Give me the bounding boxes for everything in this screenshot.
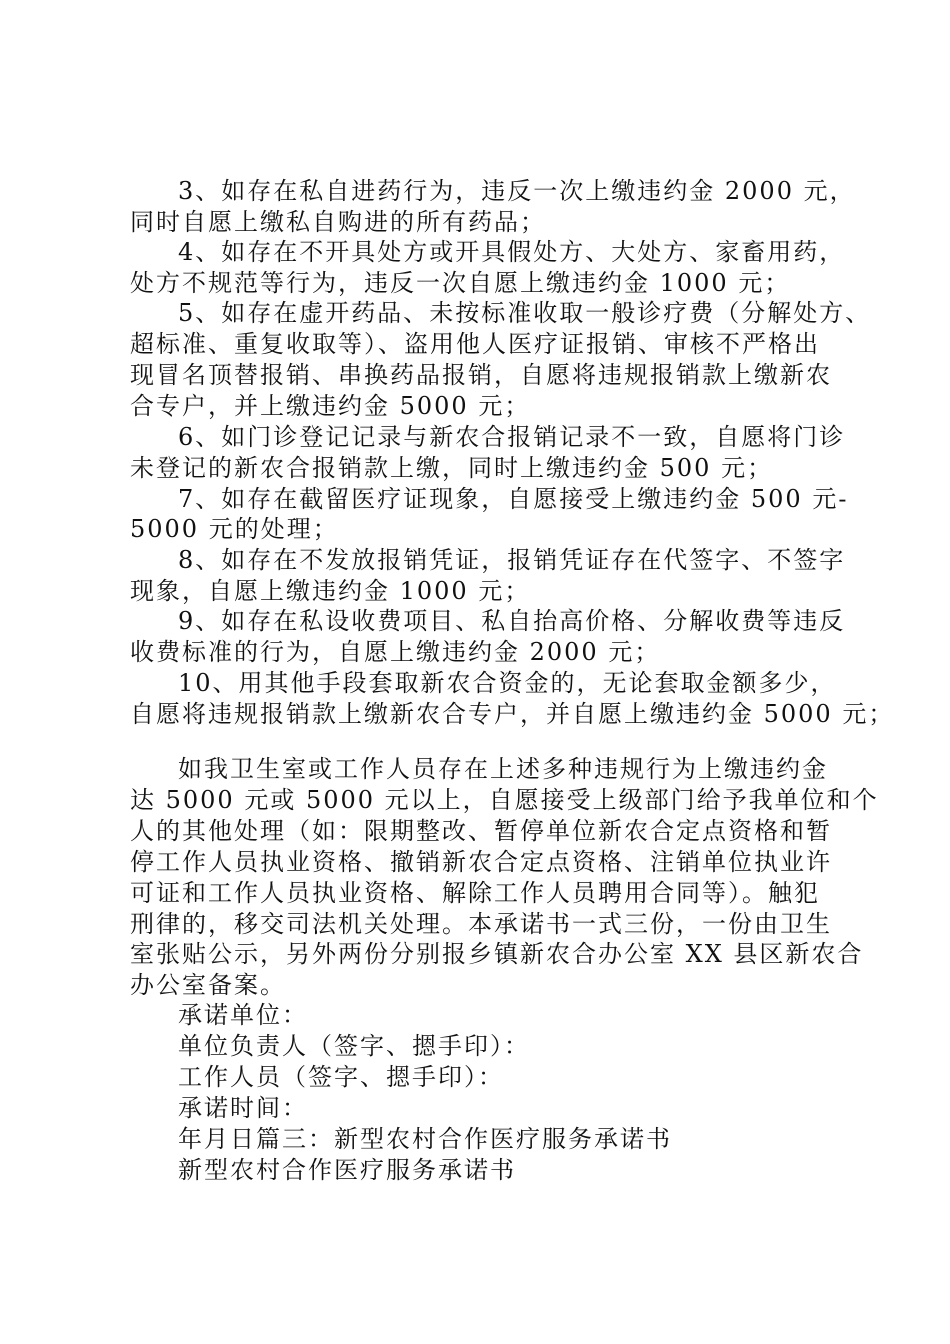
clause-5-line-4: 合专户，并上缴违约金 5000 元；	[130, 392, 531, 420]
summary-line-5: 可证和工作人员执业资格、解除工作人员聘用合同等）。触犯	[130, 879, 820, 907]
clause-5-line-1: 5、如存在虚开药品、未按标准收取一般诊疗费（分解处方、	[178, 299, 872, 327]
clause-3-line-2: 同时自愿上缴私自购进的所有药品；	[130, 208, 546, 236]
summary-line-4: 停工作人员执业资格、撤销新农合定点资格、注销单位执业许	[130, 848, 832, 876]
clause-9-line-2: 收费标准的行为，自愿上缴违约金 2000 元；	[130, 638, 661, 666]
clause-6-line-2: 未登记的新农合报销款上缴，同时上缴违约金 500 元；	[130, 454, 774, 482]
clause-6-line-1: 6、如门诊登记记录与新农合报销记录不一致，自愿将门诊	[178, 423, 846, 451]
summary-line-7: 室张贴公示，另外两份分别报乡镇新农合办公室 XX 县区新农合	[130, 940, 864, 968]
unit-head-signature-label: 单位负责人（签字、摁手印）：	[178, 1032, 530, 1060]
staff-signature-label: 工作人员（签字、摁手印）：	[178, 1063, 504, 1091]
section-heading-line: 年月日篇三：新型农村合作医疗服务承诺书	[178, 1125, 672, 1153]
pledging-unit-label: 承诺单位：	[178, 1001, 308, 1029]
clause-9-line-1: 9、如存在私设收费项目、私自抬高价格、分解收费等违反	[178, 607, 846, 635]
clause-8-line-2: 现象，自愿上缴违约金 1000 元；	[130, 577, 531, 605]
clause-5-line-2: 超标准、重复收取等）、盗用他人医疗证报销、审核不严格出	[130, 330, 820, 358]
summary-line-1: 如我卫生室或工作人员存在上述多种违规行为上缴违约金	[178, 755, 828, 783]
summary-line-2: 达 5000 元或 5000 元以上，自愿接受上级部门给予我单位和个	[130, 786, 879, 814]
clause-7-line-1: 7、如存在截留医疗证现象，自愿接受上缴违约金 500 元-	[178, 485, 849, 513]
pledge-date-label: 承诺时间：	[178, 1094, 308, 1122]
summary-line-6: 刑律的，移交司法机关处理。本承诺书一式三份，一份由卫生	[130, 910, 832, 938]
summary-line-3: 人的其他处理（如：限期整改、暂停单位新农合定点资格和暂	[130, 817, 832, 845]
clause-10-line-2: 自愿将违规报销款上缴新农合专户，并自愿上缴违约金 5000 元；	[130, 700, 895, 728]
clause-8-line-1: 8、如存在不发放报销凭证，报销凭证存在代签字、不签字	[178, 546, 846, 574]
document-title: 新型农村合作医疗服务承诺书	[178, 1156, 516, 1184]
clause-10-line-1: 10、用其他手段套取新农合资金的，无论套取金额多少，	[178, 669, 837, 697]
clause-5-line-3: 现冒名顶替报销、串换药品报销，自愿将违规报销款上缴新农	[130, 361, 832, 389]
clause-3-line-1: 3、如存在私自进药行为，违反一次上缴违约金 2000 元，	[178, 177, 856, 205]
clause-4-line-2: 处方不规范等行为，违反一次自愿上缴违约金 1000 元；	[130, 269, 791, 297]
summary-line-8: 办公室备案。	[130, 971, 286, 999]
clause-4-line-1: 4、如存在不开具处方或开具假处方、大处方、家畜用药，	[178, 238, 846, 266]
clause-7-line-2: 5000 元的处理；	[130, 515, 339, 543]
